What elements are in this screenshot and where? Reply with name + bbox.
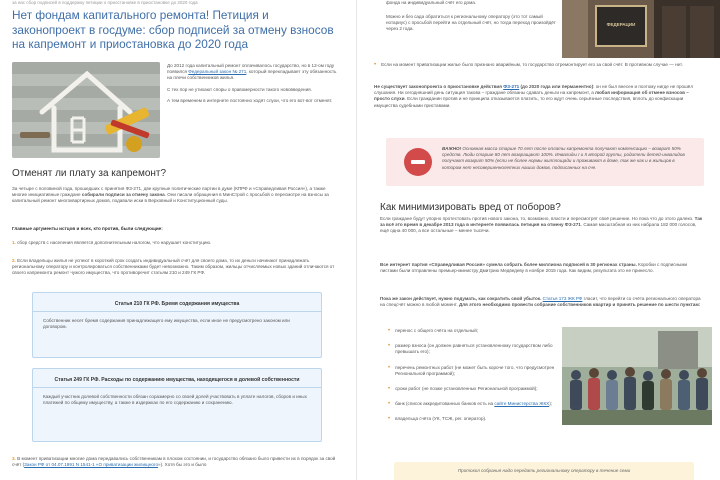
box-title-210: Статья 210 ГК РФ. Бремя содержания имущества bbox=[114, 301, 240, 307]
privatization-law-link[interactable]: Закон РФ от 04.07.1991 N 1541-1 «О приватизации жилищного bbox=[24, 462, 159, 468]
box-body-210: Собственник несет бремя содержания принадлежащего ему имущества, если иное не предусмотрено законом или договором. bbox=[33, 311, 321, 330]
house-illustration bbox=[12, 62, 160, 158]
building-sign-text: ФЕДЕРАЦИИ bbox=[606, 22, 636, 27]
privatization-bullet: • Если на момент приватизации жилье было признано аварийным, то государство отремонтирует его за свой счёт. В противном случае — нет. bbox=[374, 62, 683, 68]
arguments-title: Главные аргументы истцов и всех, кто против, были следующие: bbox=[12, 226, 163, 231]
right-top-text-2: Можно и без сада обратиться к региональному оператору (это тот самый нотариус) с просьбой перейти на отдельный счёт, но тогда переход произойдёт через 2 года. bbox=[386, 14, 556, 32]
box-body-249: Каждый участник долевой собственности обязан соразмерно со своей долей участвовать в уплате налогов, сборов и иных платежей по общему имуществу, а также в издержках по его содержанию и сохранению. bbox=[33, 387, 321, 406]
federal-law-link[interactable]: Федеральный закон № 271 bbox=[188, 69, 247, 75]
list-item: • владельца счёта (УК, ТСЖ, рег. оператор). bbox=[388, 416, 487, 423]
meeting-decisions-list bbox=[388, 328, 556, 432]
breadcrumb[interactable]: за нас сбор подписей в поддержку петиции о приостановке в приостановке до 2020 года bbox=[12, 0, 198, 5]
important-alert bbox=[386, 138, 704, 186]
crowd-illustration bbox=[562, 327, 712, 425]
section-heading-minimize: Как минимизировать вред от поборов? bbox=[380, 202, 561, 213]
left-article bbox=[0, 0, 350, 480]
fz271-link[interactable]: ФЗ-271 bbox=[503, 84, 520, 89]
argument-3: 3. В момент приватизации многие дома передавались собственникам в плохом состоянии, и государство обязано было привести их в порядок за свой счёт (Закон РФ от 04.07.1991 N 1541-1 «О приватизации жилищного»). Хотя бы это и было bbox=[12, 456, 336, 468]
intro-paragraph-2: С тех пор не утихают споры о правомерности такого нововведения. bbox=[167, 86, 312, 92]
right-article bbox=[362, 0, 720, 480]
list-item: • перенос с общего счёта на отдельный; bbox=[388, 328, 479, 334]
intro-paragraph-1: До 2012 года капитальный ремонт оплачивалось государство, но в 12-ом году появился Федеральный закон № 271, который перекладывает эту обязанность на плечи собственников жилья. bbox=[167, 63, 337, 81]
protocol-note: Протокол собрания надо передать региональному оператору в течение семи bbox=[394, 462, 694, 480]
paragraph-petition: Если граждане будут упорно протестовать против нового закона, то, возможно, власти и пересмотрят своё решение. Но пока что до этого далеко. Так за всё это время в декабре 2013 года в интернете появилась петиция на отмену ФЗ-271. Самая масштабная из них набрала 182 000 голосов, ещё одна 40 000, а все остальные – менее тысячи. bbox=[380, 216, 703, 234]
column-divider bbox=[356, 0, 357, 480]
paragraph-history: За четыре с половиной года, прошедших с принятия ФЗ-271, две крупные политические партии в думе (КПРФ и «Справедливая Россия»), а также многие инициативные граждане собирали подписи за отмену закона. Они писали обращения в МинСтрой с просьбой о пересмотре на взносы за капитальный ремонт многоквартирных домов, подавали иски в Верховный и Конституционный суды. bbox=[12, 186, 329, 204]
list-item: • банк (список аккредитованных банков есть на сайте Министерства ЖКХ); bbox=[388, 401, 553, 408]
box-title-249: Статья 249 ГК РФ. Расходы по содержанию имущества, находящегося в долевой собственности bbox=[54, 377, 300, 383]
residents-meeting-photo bbox=[562, 327, 712, 425]
argument-1: 1. сбор средств с населения является дополнительным налогом, что нарушает конституцию. bbox=[12, 240, 212, 245]
building-door-illustration bbox=[562, 0, 720, 58]
house-tools-image bbox=[12, 62, 160, 158]
argument-2: 2. Если владельцы жилья не успеют в короткий срок создать индивидуальный счёт для своего дома, то их деньги начинают принадлежать региональному оператору и контролироваться собственниками будет невозможно. Таким образом, жильцы отчисляемых новых зданий отличаются от своего капремонта ремонт чужого имущества, что противоречит статьям 210 и 249 ГК РФ. bbox=[12, 258, 335, 276]
list-item: • сроки работ (не позже установленных Региональной программой); bbox=[388, 386, 538, 393]
paragraph-party: Все интернет партия «Справедливая Россия» сумела собрать более миллиона подписей в 30 регионах страны. Коробки с подписными листами были отправлены премьер-министру Дмитрию Медведеву в ноябре 2015 года. Как видим, результата это не принесло. bbox=[380, 262, 688, 274]
list-item: • перечень ремонтных работ (не может быть короче того, что предусмотрен Региональной программой); bbox=[388, 364, 555, 376]
paragraph-reduce-loss: Пока же закон действует, нужно подумать, как сократить свой убыток. Статья 173 ЖК РФ гласит, что перейти со счёта регионального оператора на спецсчёт можно в любой момент. Для этого необходимо провести собрание собственников квартир и принять решение по шести пунктам: bbox=[380, 296, 701, 308]
article-title: Нет фондам капитального ремонта! Петиция и законопроект в госдуме: сбор подписей за отмену взносов на капремонт и приостановка до 2020 года bbox=[12, 8, 334, 51]
quote-box-article-249 bbox=[32, 368, 322, 442]
section-heading-cancel: Отменят ли плату за капремонт? bbox=[12, 168, 167, 179]
bullet-dot: • bbox=[374, 62, 377, 68]
government-building-image bbox=[562, 0, 720, 58]
alert-text: ВАЖНО! Основная масса старше 70 лет после оплаты капремонта получают компенсацию – возврат 50% средств. Люди старше 80 лет возвращают 100%. Инвалиды I и II второй группы, родители детей-инвалидов получают возврат 50% (если не более нормы жилплощади и проживают в доме, так же как и в жильцов в котором нет несовершеннолетних наших домов, подписанных на сче. bbox=[442, 146, 685, 170]
right-top-text-1: фонда на индивидуальный счёт его дома. bbox=[386, 0, 477, 5]
quote-box-article-210 bbox=[32, 292, 322, 358]
ministry-site-link[interactable]: сайте Министерства ЖКХ bbox=[494, 401, 550, 407]
article-173-link[interactable]: Статья 173 ЖК РФ bbox=[542, 296, 583, 301]
intro-paragraph-3: А тем временем в интернете постоянно ходят слухи, что его вот-вот отменят. bbox=[167, 97, 333, 103]
warning-icon bbox=[404, 148, 432, 176]
intro-text bbox=[167, 63, 339, 109]
list-item: • размер взноса (он должен равняться установленному государством либо превышать его); bbox=[388, 343, 553, 355]
paragraph-no-bill: Не существует законопроекта о приостановке действия ФЗ-271 (до 2020 года или перманентно): он не был внесен и поэтому нигде не прошёл слушания. Ни сегодняшний день ситуация такова – граждане обязаны сдавать деньги на капремонт, а любая информация об отмене взносов – просто слухи. Если гражданин против и не принципа отказывается платить, то его ждут очень серьёзные последствия, вплоть до конфискации имущества судебными приставами. bbox=[374, 84, 694, 108]
